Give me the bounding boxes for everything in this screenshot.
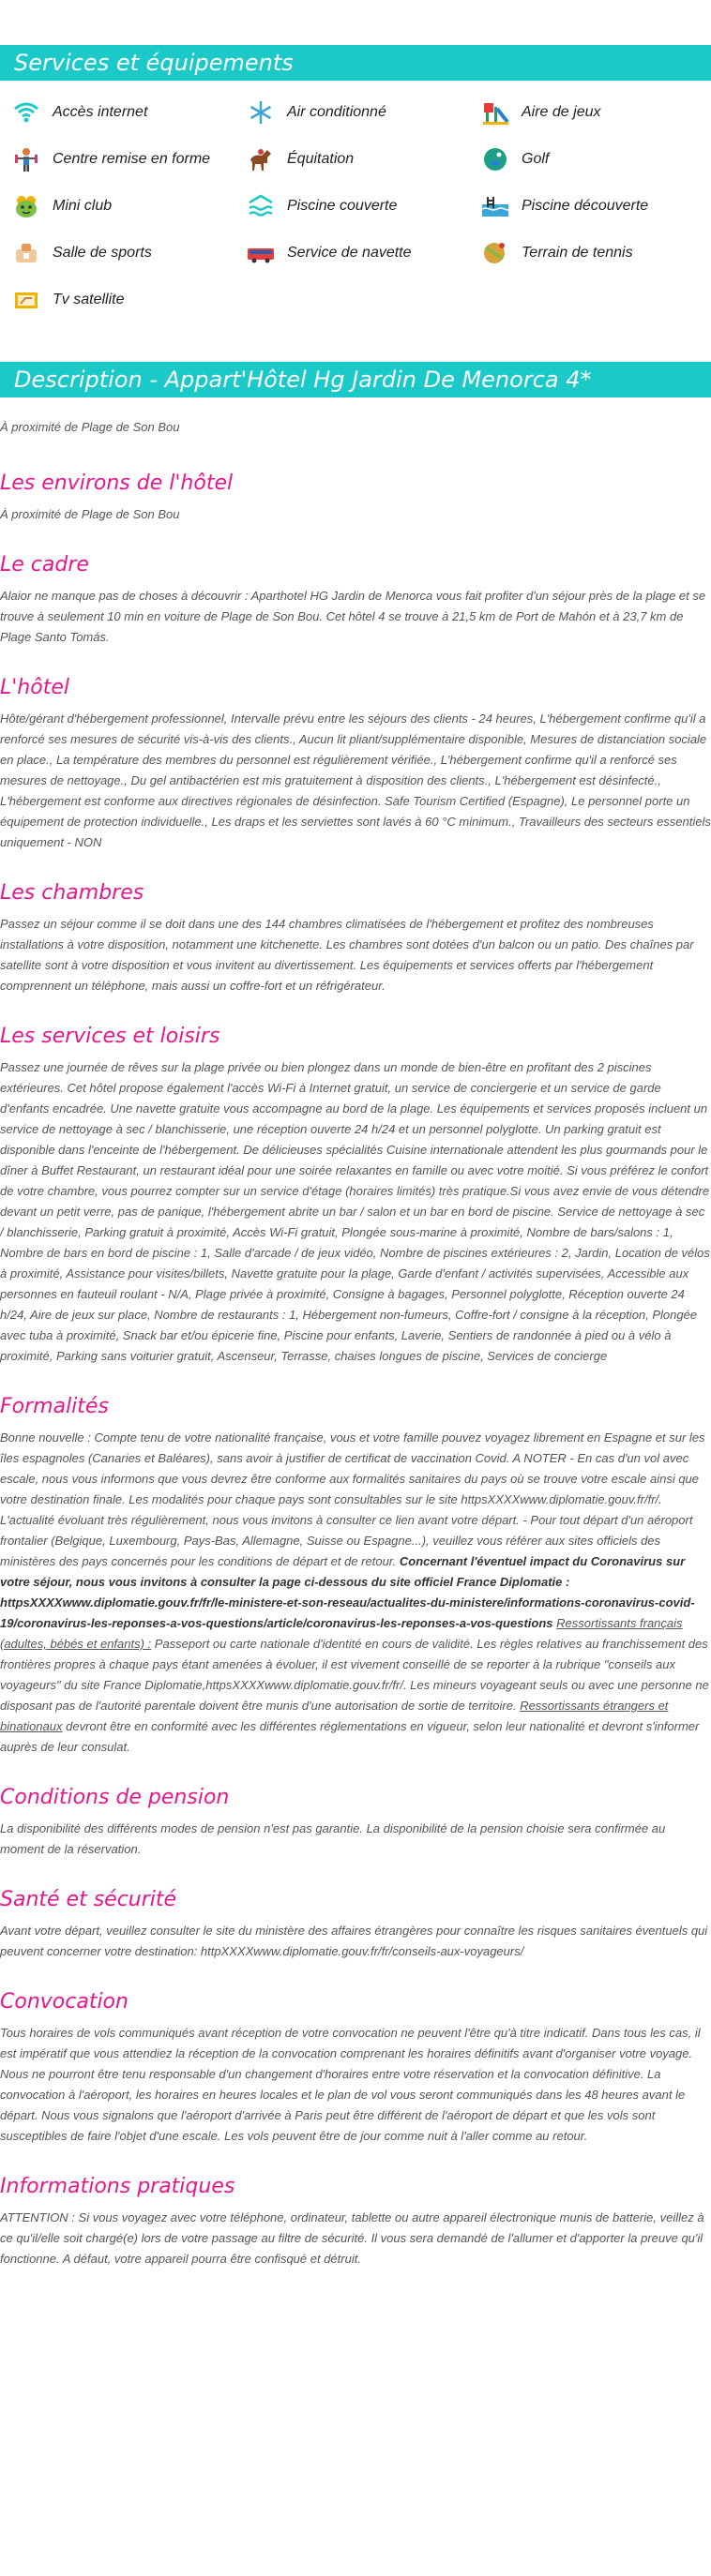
formalites-text-part3: devront être en conformité avec les différentes réglementations en vigueur, selon leur nationalité et devront s'informer auprès de leur consulat. (0, 1719, 700, 1754)
fitness-icon (11, 146, 41, 172)
convocation-text: Tous horaires de vols communiqués avant réception de votre convocation ne peuvent l'être qu'à titre indicatif. Dans tous les cas, il est impératif que vous attendiez la réception de la convocation comprenant les horaires définitifs avant d'organiser votre voyage. Nous ne pourront être tenu responsable d'un changement d'horaires entre votre réservation et la convocation définitive. La convocation à l'aéroport, les horaires en heures locales et le plan de vol vous seront communiqués dans les 48 heures avant le départ. Nous vous signalons que l'aéroport d'arrivée à Paris peut être différent de l'aéroport de départ et que les vols sont susceptibles de faire l'objet d'une escale. Les vols peuvent être de jour comme nuit à l'aller comme au retour. (0, 2026, 701, 2143)
cadre-text: Alaior ne manque pas de choses à découvrir : Aparthotel HG Jardin de Menorca vous fait profiter d'un séjour près de la plage et se trouve à seulement 10 min en voiture de Plage de Son Bou. Cet hôtel 4 se trouve à 21,5 km de Port de Mahón et à 23,7 km de Plage Santo Tomás. (0, 589, 706, 644)
service-label: Golf (522, 151, 550, 167)
service-item (11, 99, 246, 126)
service-label: Service de navette (287, 245, 412, 261)
service-item (246, 99, 480, 126)
loisirs-text: Passez une journée de rêves sur la plage privée ou bien plongez dans un monde de bien-être en profitant des 2 piscines extérieures. Cet hôtel propose également l'accès Wi-Fi à Internet gratuit, un service de conciergerie et un service de garde d'enfants encadrée. Une navette gratuite vous accompagne au bord de la plage. Les équipements et services proposés incluent un service de nettoyage à sec / blanchisserie, une réception ouverte 24 h/24 et un personnel polyglotte. Un parking gratuit est disponible dans l'enceinte de l'hébergement. De délicieuses spécialités Cuisine internationale attendent les plus gourmands pour le dîner à Buffet Restaurant, un restaurant idéal pour une soirée relaxantes en famille ou avec votre moitié. Si vous préférez le confort de votre chambre, vous pourrez compter sur un service d'étage (horaires limités) très pratique.Si vous avez envie de vous détendre devant un petit verre, pas de panique, l'hébergement abrite un bar / salon et un bar en bord de piscine. Service de nettoyage à sec / blanchisserie, Parking gratuit à proximité, Accès Wi-Fi gratuit, Plongée sous-marine à proximité, Nombre de bars/salons : 1, Nombre de bars en bord de piscine : 1, Salle d'arcade / de jeux vidéo, Nombre de piscines extérieures : 2, Jardin, Location de vélos à proximité, Assistance pour visites/billets, Navette gratuite pour la plage, Garde d'enfant / activités supervisées, Accessible aux personnes en fauteuil roulant - N/A, Plage privée à proximité, Consigne à bagages, Personnel polyglotte, Réception ouverte 24 h/24, Aire de jeux sur place, Nombre de restaurants : 1, Hébergement non-fumeurs, Coffre-fort / consigne à la réception, Plongée avec tuba à proximité, Snack bar et/ou épicerie fine, Piscine pour enfants, Laverie, Sentiers de randonnée à pied ou à vélo à proximité, Parking sans voiturier gratuit, Ascenseur, Terrasse, chaises longues de piscine, Services de concierge (0, 1060, 710, 1363)
shuttle-icon (246, 240, 276, 266)
outdoor-pool-icon (480, 193, 510, 219)
service-item (246, 146, 480, 172)
playground-icon (480, 99, 510, 126)
wifi-icon (11, 99, 41, 126)
indoor-pool-icon (246, 193, 276, 219)
service-item (480, 193, 711, 219)
formalites-text-part1: Bonne nouvelle : Compte tenu de votre nationalité française, vous et votre famille pouvez voyagez librement en Espagne et sur les îles espagnoles (Canaries et Baléares), sans avoir à justifier de certificat de vaccination Covid. A NOTER - En cas d'un vol avec escale, nous vous informons que vous devrez être conforme aux formalités sanitaires du pays où se trouve votre escale ainsi que votre destination finale. Les modalités pour chaque pays sont consultables sur le site httpsXXXXwww.diplomatie.gouv.fr/fr/. L'actualité évoluant très régulièrement, nous vous invitons à consulter ce lien avant votre départ. - Pour tout départ d'un aéroport frontalier (Belgique, Luxembourg, Pays-Bas, Allemagne, Suisse ou Espagne...), veuillez vous référer aux sites officiels des ministères des pays concernés pour les conditions de départ et de retour. (0, 1430, 705, 1568)
formalites-text-part2: Passeport ou carte nationale d'identité en cours de validité. Les règles relatives au franchissement des frontières propres à chaque pays étant amenées à évoluer, il est vivement conseillé de se reporter à la rubrique "conseils aux voyageurs" du site France Diplomatie,httpsXXXXwww.diplomatie.gouv.fr/fr/. Les mineurs voyageant seuls ou avec une personne ne disposant pas de l'autorité parentale doivent être munis d'une autorisation de sortie de territoire. (0, 1637, 709, 1713)
chambres-heading: Les chambres (0, 881, 144, 905)
service-label: Terrain de tennis (522, 245, 633, 261)
service-item (11, 240, 246, 266)
service-label: Mini club (53, 198, 113, 214)
golf-icon (480, 146, 510, 172)
pension-heading: Conditions de pension (0, 1786, 230, 1809)
mini-club-icon (11, 193, 41, 219)
convocation-heading: Convocation (0, 1990, 129, 2014)
loisirs-heading: Les services et loisirs (0, 1025, 220, 1048)
service-label: Air conditionné (287, 104, 386, 120)
service-item (11, 193, 246, 219)
service-label: Piscine couverte (287, 198, 398, 214)
formalites-text (0, 1428, 711, 1758)
tennis-icon (480, 240, 510, 266)
environs-text: À proximité de Plage de Son Bou (0, 507, 180, 521)
cadre-heading: Le cadre (0, 553, 89, 577)
description-intro: À proximité de Plage de Son Bou (0, 420, 180, 434)
service-label: Équitation (287, 151, 355, 167)
environs-heading: Les environs de l'hôtel (0, 472, 234, 495)
snowflake-icon (246, 99, 276, 126)
formalites-heading: Formalités (0, 1395, 109, 1418)
sante-text: Avant votre départ, veuillez consulter le site du ministère des affaires étrangères pour connaître les risques sanitaires éventuels qui peuvent concerner votre destination: httpXXXXwww.diplomatie.gouv.fr/fr/conseils-aux-voyageurs/ (0, 1924, 708, 1958)
service-item (11, 146, 246, 172)
service-item (480, 240, 711, 266)
infos-heading: Informations pratiques (0, 2175, 235, 2198)
sante-heading: Santé et sécurité (0, 1888, 177, 1911)
services-grid (0, 81, 711, 313)
formalites-foreign-nationals: Ressortissants étrangers et binationaux (0, 1699, 669, 1733)
formalites-coronavirus-notice: Concernant l'éventuel impact du Coronavirus sur votre séjour, nous vous invitons à consulter la page ci-dessous du site officiel France Diplomatie : httpsXXXXwww.diplomatie.gouv.fr/fr/le-ministere-et-son-reseau/actualites-du-ministere/informations-coronavirus-covid-19/coronavirus-les-reponses-a-vos-questions/article/coronavirus-les-reponses-a-vos-questions (0, 1554, 695, 1630)
service-label: Centre remise en forme (53, 151, 211, 167)
pension-text: La disponibilité des différents modes de pension n'est pas garantie. La disponibilité de la pension choisie sera confirmée au moment de la réservation. (0, 1821, 666, 1856)
service-label: Accès internet (53, 104, 148, 120)
service-item (11, 287, 246, 313)
chambres-text: Passez un séjour comme il se doit dans une des 144 chambres climatisées de l'hébergement et profitez des nombreuses installations à votre disposition, notamment une kitchenette. Les chambres sont dotées d'un balcon ou un patio. Des chaînes par satellite sont à votre disposition et vous invitent au divertissement. Les équipements et services offerts par l'hébergement comprennent un téléphone, mais aussi un coffre-fort et un réfrigérateur. (0, 917, 694, 993)
service-label: Tv satellite (53, 292, 125, 307)
description-section-title: Description - Appart'Hôtel Hg Jardin De Menorca 4* (0, 362, 711, 397)
service-item (480, 146, 711, 172)
hotel-text: Hôte/gérant d'hébergement professionnel, Intervalle prévu entre les séjours des clients - 24 heures, L'hébergement confirme qu'il a renforcé ses mesures de sécurité vis-à-vis des clients., Aucun lit pliant/supplémentaire disponible, Mesures de distanciation sociale en place., La température des membres du personnel est régulièrement vérifiée., L'hébergement confirme qu'il a renforcé ses mesures de nettoyage., Du gel antibactérien est mis gratuitement à disposition des clients., L'hébergement est désinfecté., L'hébergement est conforme aux directives régionales de désinfection. Safe Tourism Certified (Espagne), Le personnel porte un équipement de protection individuelle., Les draps et les serviettes sont lavés à 60 °C minimum., Travailleurs des secteurs essentiels uniquement - NON (0, 711, 711, 849)
description-content (0, 420, 711, 2269)
service-label: Aire de jeux (522, 104, 601, 120)
service-item (246, 240, 480, 266)
service-label: Piscine découverte (522, 198, 649, 214)
gym-icon (11, 240, 41, 266)
hotel-heading: L'hôtel (0, 676, 69, 699)
horse-icon (246, 146, 276, 172)
service-label: Salle de sports (53, 245, 152, 261)
service-item (480, 99, 711, 126)
formalites-french-nationals: Ressortissants français (adultes, bébés et enfants) : (0, 1616, 683, 1651)
infos-text: ATTENTION : Si vous voyagez avec votre téléphone, ordinateur, tablette ou autre appareil électronique munis de batterie, veillez à ce qu'il/elle soit chargé(e) lors de votre passage au filtre de sécurité. Il vous sera demandé de l'allumer et d'apporter la preuve qu'il fonctionne. A défaut, votre appareil pourra être confisqué et détruit. (0, 2210, 704, 2266)
tv-icon (11, 287, 41, 313)
services-section-title: Services et équipements (0, 45, 711, 81)
service-item (246, 193, 480, 219)
